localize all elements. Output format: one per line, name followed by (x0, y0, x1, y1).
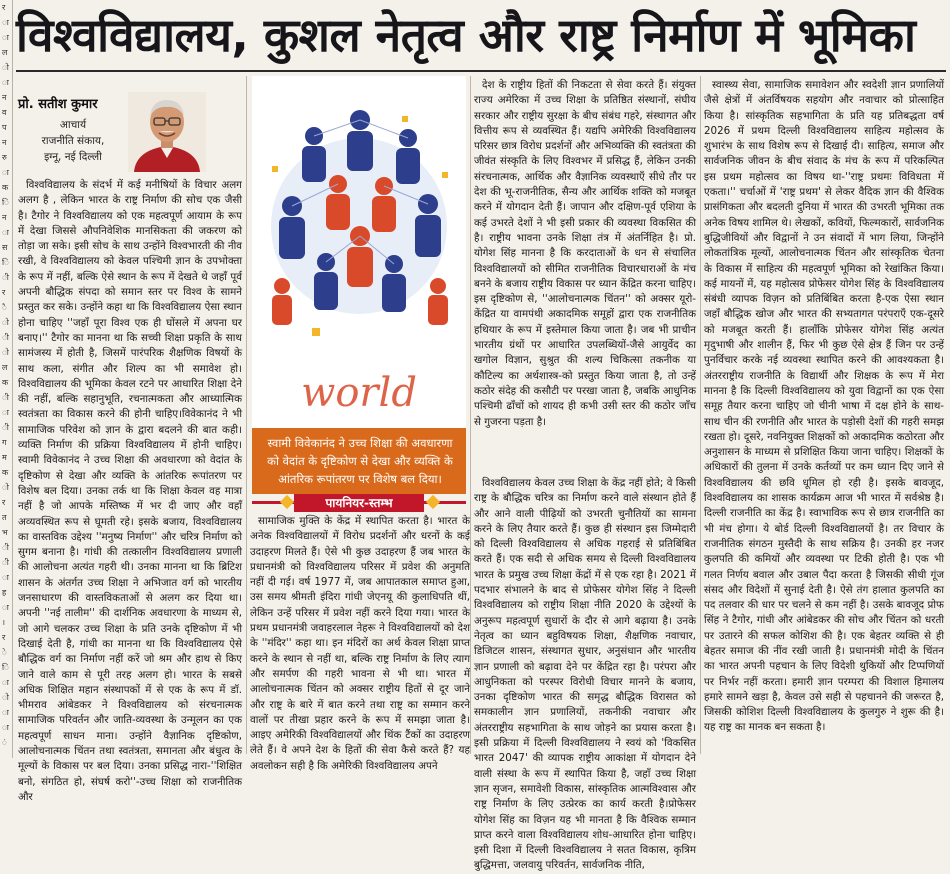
gutter-glyph: ा (2, 678, 9, 687)
author-institution: इग्नू, नई दिल्ली (44, 151, 102, 163)
gutter-glyph: ी (2, 333, 9, 342)
gutter-glyph: े (2, 648, 7, 657)
gutter-glyph: ी (2, 558, 9, 567)
gutter-glyph: ा (2, 603, 9, 612)
gutter-glyph: ा (2, 33, 9, 42)
gutter-glyph: र (2, 498, 6, 507)
gutter-glyph: ी (2, 543, 9, 552)
gutter-glyph: व (2, 108, 7, 117)
article-column-3-upper (474, 78, 696, 476)
gutter-glyph: ा (2, 168, 9, 177)
gutter-glyph: ी (2, 393, 9, 402)
gutter-glyph: र (2, 288, 6, 297)
gutter-glyph: न (2, 138, 7, 147)
gutter-glyph: रु (2, 153, 7, 162)
gutter-glyph: ा (2, 723, 9, 732)
article-headline: विश्वविद्यालय, कुशल नेतृत्व और राष्ट्र निर्माण में भूमिका (16, 8, 916, 62)
gutter-glyph: ह (2, 588, 7, 597)
author-photo (128, 92, 206, 172)
gutter-glyph: स (2, 243, 8, 252)
article-column-2-lower (250, 514, 470, 772)
gutter-glyph: ा (2, 408, 9, 417)
gutter-glyph: ो (2, 63, 9, 72)
gutter-glyph: ा (2, 78, 9, 87)
globe-people-illustration (252, 76, 466, 428)
column-text: देश के राष्ट्रीय हितों की निकटता से सेवा करते हैं। संयुक्त राज्य अमेरिका में उच्च शिक्षा के प्रतिष्ठित संस्थानों, संघीय सरकार और राष्ट्रीय सुरक्षा के बीच संबंध गहरे, संस्थागत और वित्तीय रूप से व्यवस्थित हैं। यद्यपि अमेरिकी विश्वविद्यालय परिसर छात्र विरोध प्रदर्शनों और अभिव्यक्ति की स्वतंत्रता की जीवंत संस्कृति के लिए विश्वभर में प्रसिद्ध हैं, लेकिन उनकी संरचनात्मक, आर्थिक और वैज्ञानिक व्यवस्थाएँ सीधे तौर पर देश की भू-राजनीतिक, सैन्य और आर्थिक शक्ति को मजबूत करने में योगदान देती हैं। जापान और दक्षिण-पूर्व एशिया के कई उभरते देशों ने भी इसी प्रकार की व्यवस्था विकसित की है। राष्ट्रीय भावना उनके शिक्षा तंत्र में अंतर्निहित है। प्रो. योगेश सिंह मानना है कि करदाताओं के धन से संचालित विश्वविद्यालयों को सीमित राजनीतिक विचारधाराओं के मंच बनने के बजाय राष्ट्रीय विकास पर ध्यान केंद्रित करना चाहिए। इस दृष्टिकोण से, ''आलोचनात्मक चिंतन'' को अक्सर यूरो-केंद्रित या वामपंथी अकादमिक समूहों द्वारा एक राजनीतिक हथियार के रूप में इस्तेमाल किया जाता है। जब भी प्राचीन भारतीय ग्रंथों पर आधारित उपलब्धियों-जैसे आयुर्वेद का खगोल विज्ञान, सुश्रुत की शल्य चिकित्सा तकनीक या कौटिल्य का अर्थशास्त्र-को प्रस्तुत किया जाता है, तो उन्हें कठोर संदेह की कसौटी पर परखा जाता है, जबकि आधुनिक पश्चिमी ढाँचों को शायद ही कभी उसी स्तर की कठोर जाँच से गुजरना पड़ता है। (474, 79, 696, 428)
column-divider (700, 76, 701, 754)
author-role: आचार्य (59, 119, 87, 131)
gutter-glyph: क (2, 183, 9, 192)
gutter-glyph: ै (2, 303, 7, 312)
gutter-glyph: र (2, 3, 6, 12)
gutter-glyph: ो (2, 483, 9, 492)
gutter-glyph: म (2, 453, 7, 462)
gutter-glyph: ो (2, 318, 9, 327)
gutter-glyph: ी (2, 273, 9, 282)
column-tag-label: पायनियर-स्तम्भ (294, 494, 424, 512)
diamond-ornament-icon (426, 495, 440, 509)
gutter-glyph: । (2, 618, 6, 627)
gutter-glyph: ि (2, 258, 9, 267)
column-text: स्वास्थ्य सेवा, सामाजिक समावेशन और स्वदेशी ज्ञान प्रणालियों जैसे क्षेत्रों में अंतर्विषयक सहयोग और नवाचार को प्रोत्साहित किया है। सांस्कृतिक सहभागिता के प्रति यह प्रतिबद्धता वर्ष 2026 में प्रथम दिल्ली विश्वविद्यालय साहित्य महोत्सव के शुभारंभ के साथ विशेष रूप से दिखाई दी। साहित्य, समाज और सार्वजनिक जीवन के बीच संवाद के मंच के रूप में परिकल्पित इस प्रथम महोत्सव का विषय था-''राष्ट्र प्रथमः विविधता में एकता।'' चर्चाओं में 'राष्ट्र प्रथम' से लेकर वैदिक ज्ञान की वैश्विक प्रासंगिकता और बदलती दुनिया में भारत की उभरती भूमिका तक अनेक विषय शामिल थे। लेखकों, कवियों, फिल्मकारों, सार्वजनिक बुद्धिजीवियों और विद्वानों ने उन संवादों में भाग लिया, जिन्होंने लोकतांत्रिक मूल्यों, आलोचनात्मक चिंतन और सांस्कृतिक चेतना के विकास में साहित्य की महत्वपूर्ण भूमिका को रेखांकित किया। कई मायनों में, यह महोत्सव प्रोफेसर योगेश सिंह के विश्वविद्यालय संबंधी व्यापक विज़न को प्रतिबिंबित करता है-एक ऐसा स्थान जहाँ बौद्धिक खोज और भारत की सभ्यतागत परंपराएँ एक-दूसरे को मजबूत करती हैं। हालाँकि प्रोफेसर योगेश सिंह अत्यंत मृदुभाषी और शालीन हैं, फिर भी कुछ ऐसे क्षेत्र हैं जिन पर उन्हें पुनर्विचार करके नई व्यवस्था स्थापित करने की आवश्यकता है। अंतरराष्ट्रीय राजनीति के विद्यार्थी और शिक्षक के रूप में मेरा मानना है कि दिल्ली विश्वविद्यालय को युवा विद्वानों का एक ऐसा समूह तैयार करना चाहिए जो चीनी भाषा में दक्ष होने के साथ-साथ चीन की रणनीति और भारत के पड़ोसी देशों की गहरी समझ रखता हो। दूसरे, नवनियुक्त शिक्षकों को अकादमिक कठोरता और अनुशासन के माध्यम से प्रशिक्षित किया जाना चाहिए। शिक्षकों के अधिकारों की तुलना में उनके कर्तव्यों पर कम ध्यान दिए जाने से विश्वविद्यालय की छवि धूमिल हो रही है। इसके बावजूद, विश्वविद्यालय का शासक कार्यक्रम आज भी भारत में सर्वश्रेष्ठ है। दिल्ली राजनीति का केंद्र है। स्वाभाविक रूप से छात्र राजनीति का भी मंच होगा। ये बोर्ड दिल्ली विश्वविद्यालयों है। तर विचार के राजनीतिक संगठन मुस्तैदी के साथ सक्रिय है। उनकी हर नजर कुलपति की कमियों और व्यवस्था पर टिकी होती है। एक भी गलत निर्णय बवाल और उबाल पैदा करता है जिसकी सीधी गूंज संसद और विदेशों में सुनाई देती है। ऐसे तंग हालात कुलपति का पद तलवार की धार पर चलने से कम नहीं है। उसके बावजूद प्रोफ सिंह ने टैगोर, गांधी और आंबेडकर की सोच और चिंतन को धरती पर उतारने की सफल कोशिश की है। एक बेहतर व्यक्ति से ही बेहतर समाज की नींव रखी जाती है। प्रधानमंत्री मोदी के चिंतन का भारत अपनी पहचान के लिए विदेशी थुकियों और टिप्पणियों पर निर्भर नहीं करता। हमारी ज्ञान परम्परा की विशाल हिमालय हमारे सामने खड़ा है, केवल उसे सही से पहचानने की जरूरत है, जिसकी कोशिश दिल्ली विश्वविद्यालय के कुलगुरु ने शुरू की है। यह राष्ट्र का मानक बन सकता है। (704, 79, 944, 734)
gutter-glyph: भ (2, 528, 8, 537)
gutter-glyph: प (2, 123, 7, 132)
gutter-glyph: ल (2, 363, 8, 372)
gutter-glyph: ा (2, 18, 9, 27)
gutter-glyph: ल (2, 48, 8, 57)
gutter-glyph: क (2, 468, 9, 477)
illustration-word: world (301, 370, 417, 416)
pull-quote-text: स्वामी विवेकानंद ने उच्च शिक्षा की अवधारणा को वेदांत के दृष्टिकोण से देखा और व्यक्ति के आंतरिक रूपांतरण पर विशेष बल दिया। (267, 436, 453, 486)
gutter-glyph: ो (2, 348, 9, 357)
left-gutter-cutoff-text (0, 0, 13, 758)
author-name: प्रो. सतीश कुमार (18, 97, 98, 112)
column-text: विश्वविद्यालय के संदर्भ में कई मनीषियों के विचार अलग अलग है , लेकिन भारत के राष्ट्र निर्माण की सोच एक जैसी है। टैगोर ने विश्वविद्यालय को एक महत्वपूर्ण आयाम के रूप में देखा जिससे औपनिवेशिक मानसिकता की जकरण को तोड़ा जा सके। इसी सोच के साथ उन्होंने विश्वभारती की नीव रखी, वे विश्वविद्यालय को केवल पश्चिमी ज्ञान के उपभोक्ता के रूप में नहीं, बल्कि ऐसे स्थान के रूप में देखते थे जहाँ पूर्व अपनी बौद्धिक संपदा को समान स्तर पर विश्व के सामने प्रस्तुत कर सके। उन्होंने कहा था कि विश्वविद्यालय ऐसा स्थान होना चाहिए ''जहाँ पूरा विश्व एक ही घोंसले में अपना घर बनाए।'' टैगोर का मानना था कि सच्ची शिक्षा प्रकृति के साथ सामंजस्य में होती है, जिसमें पारंपरिक शैक्षणिक विषयों के साथ कला, संगीत और शिल्प का भी समावेश हो। विश्वविद्यालय की भूमिका केवल रटने पर आधारित शिक्षा देने की नहीं, बल्कि सहानुभूति, रचनात्मकता और आध्यात्मिक स्वतंत्रता का विकास करने की होनी चाहिए।विवेकानंद ने भी सामाजिक परिवेश को ज्ञान के द्वारा बदलने की बात कही। व्यक्ति निर्माण की प्रक्रिया विश्वविद्यालय में होनी चाहिए।स्वामी विवेकानंद ने उच्च शिक्षा की अवधारणा को वेदांत के दृष्टिकोण से देखा और व्यक्ति के आंतरिक रूपांतरण पर विशेष बल दिया। उनका तर्क था कि शिक्षा केवल वह मात्रा नहीं है जो आपके मस्तिष्क में भर दी जाए और वहाँ अव्यवस्थित रूप से घूमती रहे। इसके बजाय, विश्वविद्यालय का वास्तविक उद्देश्य ''मनुष्य निर्माण'' और चरित्र निर्माण को सुगम बनाना है। गांधी की तत्कालीन विश्वविद्यालय प्रणाली की आलोचना अत्यंत गहरी थी। उनका मानना था कि ब्रिटिश शासन के अंतर्गत उच्च शिक्षा ने अभिजात वर्ग को भारतीय जनसाधारण की वास्तविकताओं से अलग कर दिया था। अपनी ''नई तालीम'' की दार्शनिक अवधारणा के माध्यम से, जो आगे चलकर उच्च शिक्षा के प्रति उनके दृष्टिकोण में भी दिखाई देती है, गांधी का मानना था कि विश्वविद्यालय ऐसे बौद्धिक वर्ग का निर्माण नहीं करें जो श्रम और हाथ से किए जाने वाले काम से पूरी तरह अलग हो। भारत के सबसे अधिक शिक्षित महान संस्थापकों में से एक के रूप में डॉ. भीमराव आंबेडकर ने विश्वविद्यालय को संरचनात्मक सामाजिक परिवर्तन और जाति-व्यवस्था के उन्मूलन का एक महत्वपूर्ण साधन माना। उन्होंने वैज्ञानिक दृष्टिकोण, आलोचनात्मक चिंतन तथा स्वतंत्रता, समानता और बंधुत्व के मूल्यों के विकास पर बल दिया। उनका प्रसिद्ध नारा-''शिक्षित बनो, संगठित हो, संघर्ष करो''-उच्च शिक्षा को राजनीतिक और (18, 179, 242, 803)
column-tag (252, 494, 466, 512)
gutter-glyph: ं (2, 738, 7, 747)
gutter-glyph: त (2, 513, 7, 522)
pull-quote-box (252, 428, 466, 494)
author-department: राजनीति संकाय, (41, 135, 105, 147)
gutter-glyph: ा (2, 708, 9, 717)
gutter-glyph: ो (2, 693, 9, 702)
column-divider (246, 76, 247, 754)
headline-rule (16, 70, 946, 72)
gutter-glyph: न (2, 213, 7, 222)
column-divider (470, 76, 471, 754)
gutter-glyph: ा (2, 573, 9, 582)
gutter-glyph: ि (2, 198, 9, 207)
column-text: सामाजिक मुक्ति के केंद्र में स्थापित करता है। भारत के अनेक विश्वविद्यालयों में विरोध प्रदर्शनों और धरनों के कई उदाहरण मिलते हैं। ऐसे भी कुछ उदाहरण हैं जब भारत के प्रधानमंत्री को विश्वविद्यालय परिसर में प्रवेश की अनुमति नहीं दी गई। वर्ष 1977 में, जब आपातकाल समाप्त हुआ, उस समय श्रीमती इंदिरा गांधी जेएनयू की कुलाधिपति थीं, लेकिन उन्हें परिसर में प्रवेश नहीं करने दिया गया। भारत के प्रथम प्रधानमंत्री जवाहरलाल नेहरू ने विश्वविद्यालयों को देश के ''मंदिर'' कहा था। इन मंदिरों का अर्थ केवल शिक्षा प्राप्त करने के स्थान से नहीं था, बल्कि राष्ट्र निर्माण के लिए त्याग और समर्पण की गहरी भावना से भी था। भारत में आलोचनात्मक चिंतन को अक्सर राष्ट्रीय हितों से दूर जाने और राष्ट्र के बारे में बात करने तथा राष्ट्र का सम्मान करने वालों पर तीखा प्रहार करने के रूप में समझा जाता है। आइए अमेरिकी विश्वविद्यालयों और थिंक टैंकों का उदाहरण लेते हैं। वे अपने देश के हितों की सेवा कैसे करते हैं? यह अवलोकन सही है कि अमेरिकी विश्वविद्यालय अपने (250, 515, 470, 772)
gutter-glyph: ि (2, 663, 9, 672)
gutter-glyph: ग (2, 438, 7, 447)
article-column-3-lower (474, 476, 696, 872)
gutter-glyph: ा (2, 228, 9, 237)
gutter-glyph: न (2, 93, 7, 102)
gutter-glyph: ी (2, 423, 9, 432)
column-text: विश्वविद्यालय केवल उच्च शिक्षा के केंद्र नहीं होते; वे किसी राष्ट्र के बौद्धिक चरित्र का निर्माण करने वाले संस्थान होते हैं और आने वाली पीढ़ियों को उभरती चुनौतियों का सामना करने के लिए तैयार करते हैं। कुछ ही संस्थान इस जिम्मेदारी को दिल्ली विश्वविद्यालय से अधिक गहराई से प्रतिबिंबित करते हैं। एक सदी से अधिक समय से दिल्ली विश्वविद्यालय भारत के प्रमुख उच्च शिक्षा केंद्रों में से एक रहा है। 2021 में पदभार संभालने के बाद से प्रोफेसर योगेश सिंह ने दिल्ली विश्वविद्यालय को राष्ट्रीय शिक्षा नीति 2020 के उद्देश्यों के अनुरूप महत्वपूर्ण सुधारों के दौर से आगे बढ़ाया है। उनके नेतृत्व का ध्यान बहुविषयक शिक्षा, शैक्षणिक नवाचार, डिजिटल शासन, संस्थागत सुधार, अनुसंधान और भारतीय ज्ञान प्रणाली को बढ़ावा देने पर केंद्रित रहा है। परंपरा और आधुनिकता को परस्पर विरोधी विचार मानने के बजाय, उनका दृष्टिकोण भारत की समृद्ध बौद्धिक विरासत को समकालीन ज्ञान प्रणालियों, तकनीकी नवाचार और अंतरराष्ट्रीय सहभागिता के साथ जोड़ने का प्रयास करता है। इसी प्रक्रिया में दिल्ली विश्वविद्यालय ने स्वयं को 'विकसित भारत 2047' की व्यापक राष्ट्रीय आकांक्षा में योगदान देने वाली संस्था के रूप में स्थापित किया है, जहाँ उच्च शिक्षा ज्ञान सृजन, समावेशी विकास, सांस्कृतिक आत्मविश्वास और राष्ट्र निर्माण के लिए उत्प्रेरक का कार्य करती है।प्रोफेसर योगेश सिंह का विज़न यह भी मानता है कि वैश्विक सम्मान प्राप्त करने वाला विश्वविद्यालय शोध-आधारित होना चाहिए। इसी दिशा में दिल्ली विश्वविद्यालय ने सतत विकास, कृत्रिम बुद्धिमत्ता, जलवायु परिवर्तन, सार्वजनिक नीति, (474, 477, 696, 872)
article-column-4 (704, 78, 944, 754)
article-column-1 (18, 178, 242, 803)
diamond-ornament-icon (280, 495, 294, 509)
gutter-glyph: र (2, 633, 6, 642)
gutter-glyph: क (2, 378, 9, 387)
